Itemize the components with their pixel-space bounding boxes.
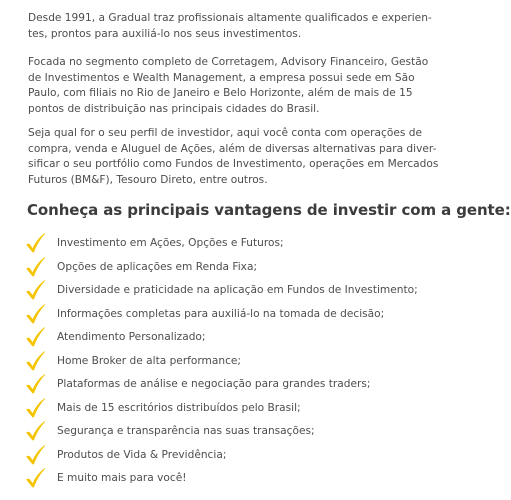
advantage-label: Plataformas de análise e negociação para grandes traders;	[57, 378, 371, 390]
checkmark-icon	[23, 372, 47, 396]
advantage-item	[0, 466, 450, 489]
advantage-label: Mais de 15 escritórios distribuídos pelo Brasil;	[57, 401, 301, 414]
text-line: sificar o seu portfólio como Fundos de Investimento, operações em Mercados	[28, 158, 439, 170]
checkmark-icon	[23, 419, 47, 443]
advantage-label: Home Broker de alta performance;	[57, 354, 241, 367]
checkmark-icon	[23, 231, 47, 255]
checkmark-icon	[23, 255, 47, 279]
advantage-item	[0, 419, 450, 442]
checkmark-icon	[23, 302, 47, 326]
text-line: pontos de distribuição nas principais cidades do Brasil.	[28, 102, 320, 115]
advantage-label: Produtos de Vida & Previdência;	[57, 448, 227, 461]
checkmark-icon	[23, 443, 47, 467]
advantage-label: Atendimento Personalizado;	[57, 331, 206, 343]
advantage-item	[0, 325, 450, 348]
advantage-label: Opções de aplicações em Renda Fixa;	[57, 260, 258, 273]
intro-paragraph-investor-profile	[28, 126, 438, 188]
advantage-item	[0, 349, 450, 372]
advantage-label: Segurança e transparência nas suas transações;	[57, 425, 315, 437]
text-line: compra, venda e Aluguel de Ações, além de diversas alternativas para diver-	[28, 142, 437, 155]
advantages-heading: Conheça as principais vantagens de investir com a gente:	[27, 201, 511, 219]
advantage-label: Diversidade e praticidade na aplicação em Fundos de Investimento;	[57, 284, 418, 296]
text-line: Futuros (BM&F), Tesouro Direto, entre outros.	[28, 173, 268, 186]
advantage-item	[0, 443, 450, 466]
advantage-label: Informações completas para auxiliá-lo na tomada de decisão;	[57, 307, 385, 320]
advantage-item	[0, 231, 450, 254]
intro-paragraph-history	[28, 11, 438, 42]
text-line: Seja qual for o seu perfil de investidor, aqui você conta com operações de	[28, 127, 422, 139]
advantage-label: Investimento em Ações, Opções e Futuros;	[57, 237, 284, 249]
advantage-item	[0, 255, 450, 278]
checkmark-icon	[23, 349, 47, 373]
checkmark-icon	[23, 466, 47, 490]
advantage-item	[0, 278, 450, 301]
checkmark-icon	[23, 278, 47, 302]
text-line: Focada no segmento completo de Corretagem, Advisory Financeiro, Gestão	[28, 56, 429, 68]
intro-paragraph-focus	[28, 55, 438, 117]
advantage-item	[0, 372, 450, 395]
text-line: tes, prontos para auxiliá-lo nos seus investimentos.	[28, 27, 302, 40]
advantage-label: E muito mais para você!	[57, 472, 187, 484]
text-line: de Investimentos e Wealth Management, a empresa possui sede em São	[28, 71, 415, 84]
checkmark-icon	[23, 396, 47, 420]
text-line: Desde 1991, a Gradual traz profissionais altamente qualificados e experien-	[28, 12, 432, 24]
text-line: Paulo, com filiais no Rio de Janeiro e Belo Horizonte, além de mais de 15	[28, 87, 413, 99]
checkmark-icon	[23, 325, 47, 349]
advantage-item	[0, 396, 450, 419]
advantage-item	[0, 302, 450, 325]
